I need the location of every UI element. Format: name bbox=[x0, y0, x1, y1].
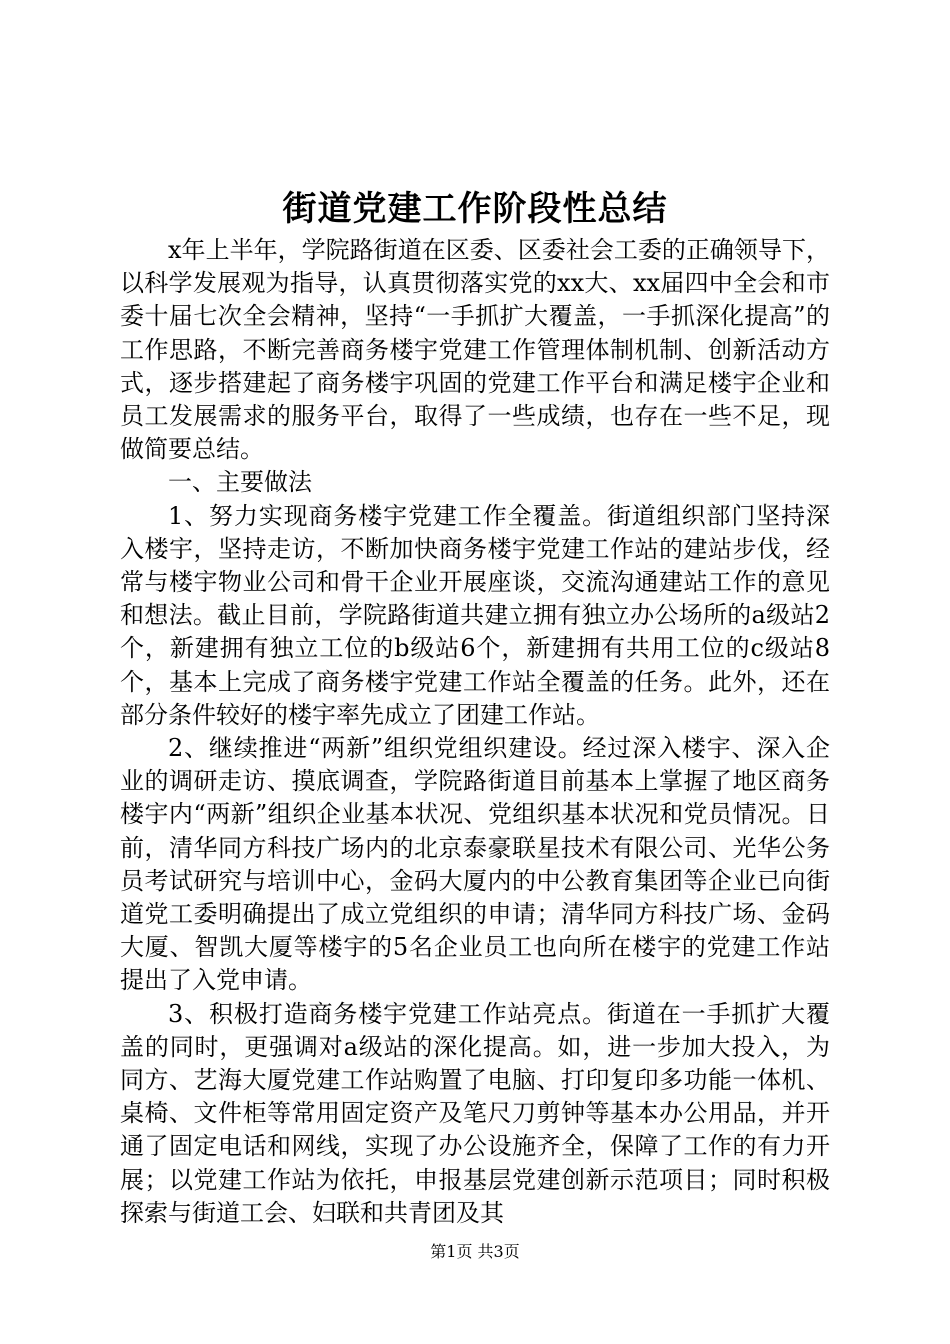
document-body bbox=[120, 234, 830, 1230]
page-footer: 第1页 共3页 bbox=[430, 1242, 520, 1261]
paragraph-point-1: 1、努力实现商务楼宇党建工作全覆盖。街道组织部门坚持深入楼宇，坚持走访，不断加快商务楼宇党建工作站的建站步伐，经常与楼宇物业公司和骨干企业开展座谈，交流沟通建站工作的意见和想法。截止目前，学院路街道共建立拥有独立办公场所的a级站2个，新建拥有独立工位的b级站6个，新建拥有共用工位的c级站8个，基本上完成了商务楼宇党建工作站全覆盖的任务。此外，还在部分条件较好的楼宇率先成立了团建工作站。 bbox=[120, 501, 830, 729]
paragraph-intro: x年上半年，学院路街道在区委、区委社会工委的正确领导下，以科学发展观为指导，认真贯彻落实党的xx大、xx届四中全会和市委十届七次全会精神，坚持“一手抓扩大覆盖，一手抓深化提高”的工作思路，不断完善商务楼宇党建工作管理体制机制、创新活动方式，逐步搭建起了商务楼宇巩固的党建工作平台和满足楼宇企业和员工发展需求的服务平台，取得了一些成绩，也存在一些不足，现做简要总结。 bbox=[120, 236, 830, 464]
document-title: 街道党建工作阶段性总结 bbox=[282, 189, 668, 229]
paragraph-point-3: 3、积极打造商务楼宇党建工作站亮点。街道在一手抓扩大覆盖的同时，更强调对a级站的深化提高。如，进一步加大投入，为同方、艺海大厦党建工作站购置了电脑、打印复印多功能一体机、桌椅、文件柜等常用固定资产及笔尺刀剪钟等基本办公用品，并开通了固定电话和网线，实现了办公设施齐全，保障了工作的有力开展；以党建工作站为依托，申报基层党建创新示范项目；同时积极探索与街道工会、妇联和共青团及其 bbox=[120, 999, 830, 1227]
paragraph-point-2: 2、继续推进“两新”组织党组织建设。经过深入楼宇、深入企业的调研走访、摸底调查，学院路街道目前基本上掌握了地区商务楼宇内“两新”组织企业基本状况、党组织基本状况和党员情况。日前，清华同方科技广场内的北京泰豪联星技术有限公司、光华公务员考试研究与培训中心，金码大厦内的中公教育集团等企业已向街道党工委明确提出了成立党组织的申请；清华同方科技广场、金码大厦、智凯大厦等楼宇的5名企业员工也向所在楼宇的党建工作站提出了入党申请。 bbox=[120, 734, 830, 995]
section-heading-main-practices: 一、主要做法 bbox=[168, 468, 312, 497]
